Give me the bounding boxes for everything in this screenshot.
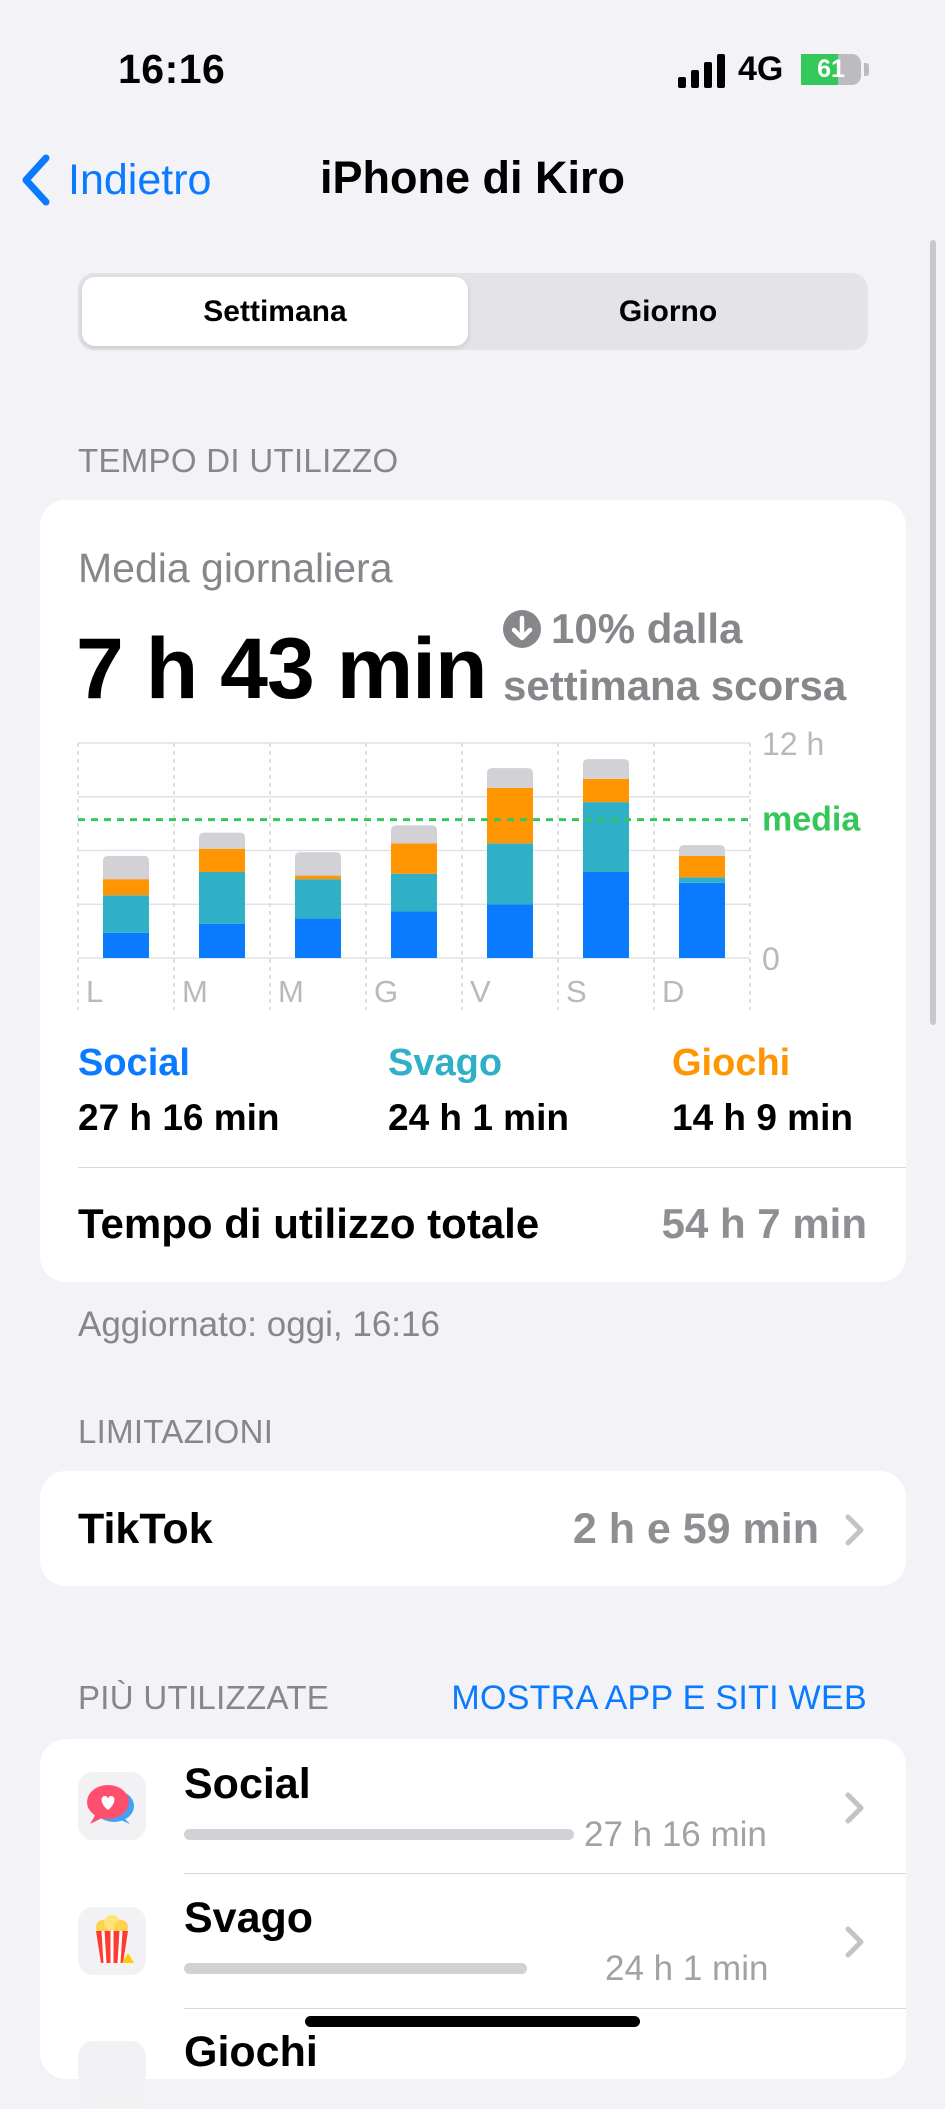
bar-segment-altro (679, 845, 725, 856)
x-tick-label: M (278, 974, 304, 1009)
bar-segment-altro (199, 833, 245, 849)
bar-segment-altro (103, 856, 149, 879)
bar-segment-giochi (679, 856, 725, 878)
page-title (0, 152, 945, 204)
battery-icon (801, 54, 861, 85)
most-used-app-name: Social (184, 1760, 311, 1808)
x-tick-label: L (86, 974, 104, 1009)
period-segmented-control (78, 273, 868, 350)
usage-bar-chart[interactable] (74, 726, 874, 1025)
bar-segment-giochi (199, 849, 245, 872)
bar-segment-giochi (103, 879, 149, 895)
bar-segment-svago (103, 895, 149, 933)
average-label: media (762, 800, 861, 839)
bar-segment-social (391, 911, 437, 958)
rocket-icon (78, 2041, 146, 2109)
bar-segment-social (103, 933, 149, 958)
category-svago-value: 24 h 1 min (388, 1097, 569, 1138)
weekly-change-text: settimana scorsa (503, 662, 847, 709)
divider (78, 1167, 906, 1168)
popcorn-icon (78, 1907, 146, 1975)
category-giochi-label: Giochi (672, 1042, 791, 1084)
most-used-row-social[interactable] (40, 1739, 906, 1873)
bar-segment-social (295, 919, 341, 958)
usage-bar (184, 1829, 574, 1840)
x-tick-label: V (470, 974, 491, 1009)
weekly-change (503, 600, 846, 714)
bar-segment-giochi (583, 779, 629, 802)
scrollbar[interactable] (930, 240, 936, 1025)
bar-segment-svago (199, 872, 245, 924)
daily-average-value: 7 h 43 min (76, 621, 487, 717)
weekly-change-percent: 10% dalla (551, 605, 743, 652)
daily-average-label: Media giornaliera (78, 545, 393, 591)
chat-bubbles-heart-icon (78, 1772, 146, 1840)
bar-segment-giochi (487, 788, 533, 844)
category-social-value: 27 h 16 min (78, 1097, 280, 1138)
segment-week[interactable]: Settimana (82, 277, 468, 346)
category-social-label: Social (78, 1042, 190, 1084)
bar-segment-svago (391, 874, 437, 912)
total-usage-label: Tempo di utilizzo totale (78, 1200, 540, 1247)
page-title-text: iPhone di Kiro (319, 152, 625, 203)
segment-day[interactable]: Giorno (618, 295, 718, 328)
most-used-app-value: 24 h 1 min (605, 1949, 769, 1988)
bar-segment-social (199, 924, 245, 958)
bar-segment-giochi (391, 843, 437, 873)
bar-segment-svago (679, 877, 725, 882)
category-svago-label: Svago (388, 1042, 503, 1084)
most-used-app-name: Svago (184, 1894, 314, 1942)
chevron-right-icon (844, 1792, 866, 1824)
most-used-app-value: 27 h 16 min (584, 1815, 767, 1854)
y-tick-label: 12 h (762, 726, 825, 762)
bar-segment-altro (295, 852, 341, 875)
battery-tip (864, 63, 869, 76)
bar-segment-svago (487, 843, 533, 904)
show-apps-websites-link[interactable]: MOSTRA APP E SITI WEB (451, 1679, 867, 1717)
arrow-down-circle-icon (503, 610, 541, 648)
y-tick-label: 0 (762, 941, 780, 977)
x-tick-label: M (182, 974, 208, 1009)
most-used-row-svago[interactable] (40, 1874, 906, 2008)
cellular-signal-icon (678, 52, 726, 88)
usage-bar (184, 1963, 527, 1974)
screen-time-section-title: TEMPO DI UTILIZZO (78, 442, 399, 479)
bar-segment-social (583, 872, 629, 958)
total-usage-value: 54 h 7 min (661, 1200, 867, 1247)
bar-segment-social (679, 883, 725, 958)
bar-segment-altro (391, 825, 437, 843)
bar-segment-altro (487, 768, 533, 788)
limits-section-title: LIMITAZIONI (78, 1413, 274, 1450)
home-indicator[interactable] (305, 2016, 640, 2027)
bar-segment-giochi (295, 876, 341, 880)
x-tick-label: S (566, 974, 587, 1009)
bar-segment-svago (583, 802, 629, 872)
bar-segment-svago (295, 879, 341, 918)
limit-app-name: TikTok (78, 1505, 213, 1553)
most-used-app-name: Giochi (184, 2028, 318, 2076)
bar-segment-social (487, 904, 533, 958)
chevron-right-icon (844, 1514, 866, 1546)
network-type: 4G (738, 50, 784, 88)
x-tick-label: G (374, 974, 399, 1009)
bar-segment-altro (583, 759, 629, 779)
limit-app-value: 2 h e 59 min (572, 1505, 819, 1553)
back-label: Indietro (68, 155, 212, 204)
chevron-right-icon (844, 1926, 866, 1958)
updated-timestamp: Aggiornato: oggi, 16:16 (78, 1305, 440, 1344)
category-giochi-value: 14 h 9 min (672, 1097, 853, 1138)
battery-level: 61 (817, 55, 845, 83)
most-used-section-title: PIÙ UTILIZZATE (78, 1679, 330, 1716)
most-used-row-giochi[interactable] (40, 2009, 906, 2076)
status-time: 16:16 (118, 46, 226, 92)
x-tick-label: D (662, 974, 685, 1009)
